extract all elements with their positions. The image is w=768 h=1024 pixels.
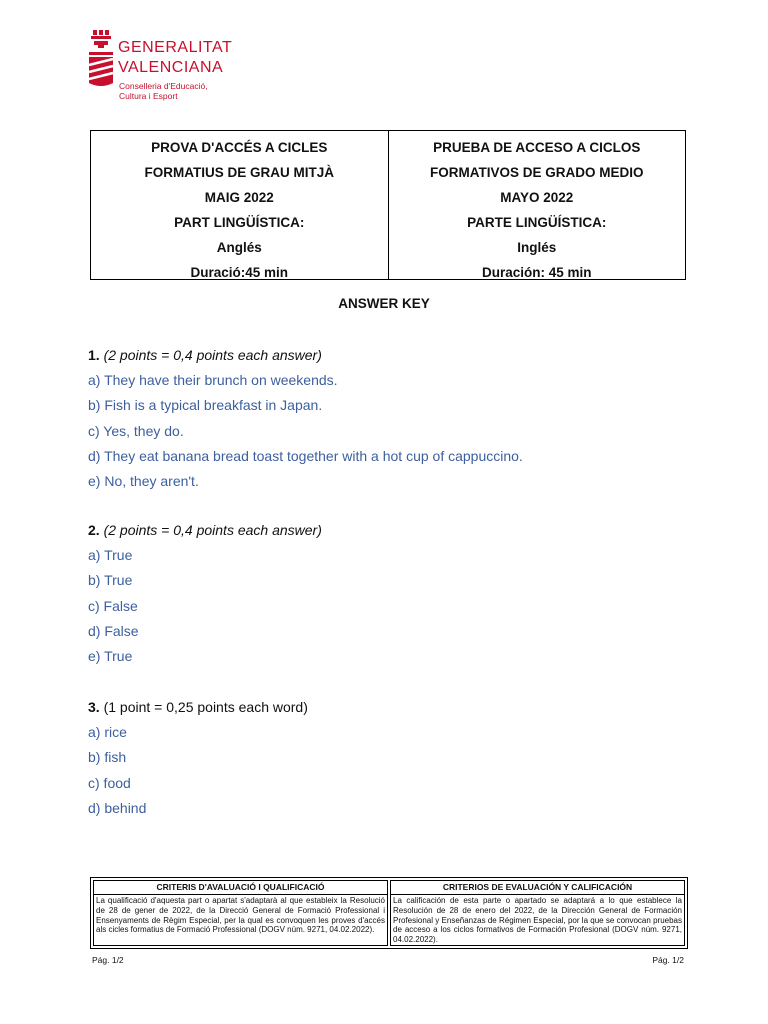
criteria-title: CRITERIOS DE EVALUACIÓN Y CALIFICACIÓN [391, 881, 684, 895]
evaluation-criteria-box [90, 877, 688, 949]
header-left-line: Anglés [216, 240, 262, 255]
header-left-line: Duració:45 min [190, 265, 289, 280]
exam-header-table [90, 130, 686, 280]
criteria-valencian [93, 880, 388, 946]
answer-line: a) True [88, 547, 133, 563]
answer-line: a) rice [88, 724, 127, 740]
header-left-line: FORMATIUS DE GRAU MITJÀ [144, 165, 334, 180]
header-right-line: PRUEBA DE ACCESO A CICLOS [433, 140, 641, 155]
header-right-line: Duración: 45 min [481, 265, 592, 280]
answer-line: b) fish [88, 749, 127, 766]
question-number: 2. [88, 522, 100, 538]
answer-line: e) No, they aren't. [88, 473, 199, 490]
answer-line: b) True [88, 572, 133, 589]
answer-line: b) Fish is a typical breakfast in Japan. [88, 397, 323, 414]
answer-line: e) True [88, 648, 133, 665]
header-left-line: MAIG 2022 [204, 190, 274, 205]
question-heading [88, 518, 708, 543]
answer-line: c) food [88, 774, 131, 791]
page-number-right: Pág. 1/2 [652, 955, 684, 965]
answer-line: c) False [88, 597, 138, 614]
logo-line2: VALENCIANA [118, 59, 224, 76]
page-number-left: Pág. 1/2 [92, 955, 124, 965]
logo-subtitle-line1: Conselleria d'Educació, [119, 81, 208, 91]
criteria-spanish [390, 880, 685, 946]
answer-line: a) They have their brunch on weekends. [88, 372, 338, 388]
header-spanish-column [388, 131, 686, 279]
coat-of-arms-icon [88, 30, 116, 88]
question-heading [88, 343, 708, 368]
question-1 [88, 343, 708, 494]
criteria-title: CRITERIS D'AVALUACIÓ I QUALIFICACIÓ [94, 881, 387, 895]
question-3 [88, 695, 708, 821]
generalitat-logo [88, 30, 248, 100]
page-title: ANSWER KEY [338, 296, 430, 311]
header-right-line: MAYO 2022 [500, 190, 574, 205]
answer-line: d) False [88, 622, 139, 639]
header-right-line: Inglés [517, 240, 557, 255]
logo-subtitle-line2: Cultura i Esport [119, 91, 178, 101]
criteria-text: La qualificació d'aquesta part o apartat s'adaptarà al que estableix la Resolució de 28 de gener de 2022, de la Direcció General de Formació Professional i Ensenyaments de Règim Especial, per la qual es convoquen les proves d'accés als cicles formatius de Formació Professional (DOGV núm. 9271, 04.02.2022). [96, 896, 385, 935]
question-heading [88, 695, 708, 720]
header-valencian-column [91, 131, 388, 279]
answer-line: d) behind [88, 799, 147, 816]
answer-line: d) They eat banana bread toast together with a hot cup of cappuccino. [88, 447, 523, 464]
question-number: 3. [88, 699, 100, 715]
question-points: (2 points = 0,4 points each answer) [103, 347, 322, 363]
header-right-line: FORMATIVOS DE GRADO MEDIO [429, 165, 644, 180]
header-right-line: PARTE LINGÜÍSTICA: [467, 215, 607, 230]
question-2 [88, 518, 708, 669]
logo-line1: GENERALITAT [118, 39, 233, 56]
header-left-line: PART LINGÜÍSTICA: [174, 215, 305, 230]
question-number: 1. [88, 347, 100, 363]
answer-line: c) Yes, they do. [88, 422, 184, 439]
criteria-text: La calificación de esta parte o apartado se adaptará a lo que establece la Resolución de 28 de enero del 2022, de la Dirección General de Formación Profesional y Enseñanzas de Régimen Especial, por la que se convocan pruebas de acceso a los ciclos formativos de Formación Profesional (DOGV núm. 9271, 04.02.2022). [393, 896, 682, 945]
question-points: (1 point = 0,25 points each word) [103, 699, 308, 715]
question-points: (2 points = 0,4 points each answer) [103, 522, 322, 538]
header-left-line: PROVA D'ACCÉS A CICLES [151, 140, 328, 155]
